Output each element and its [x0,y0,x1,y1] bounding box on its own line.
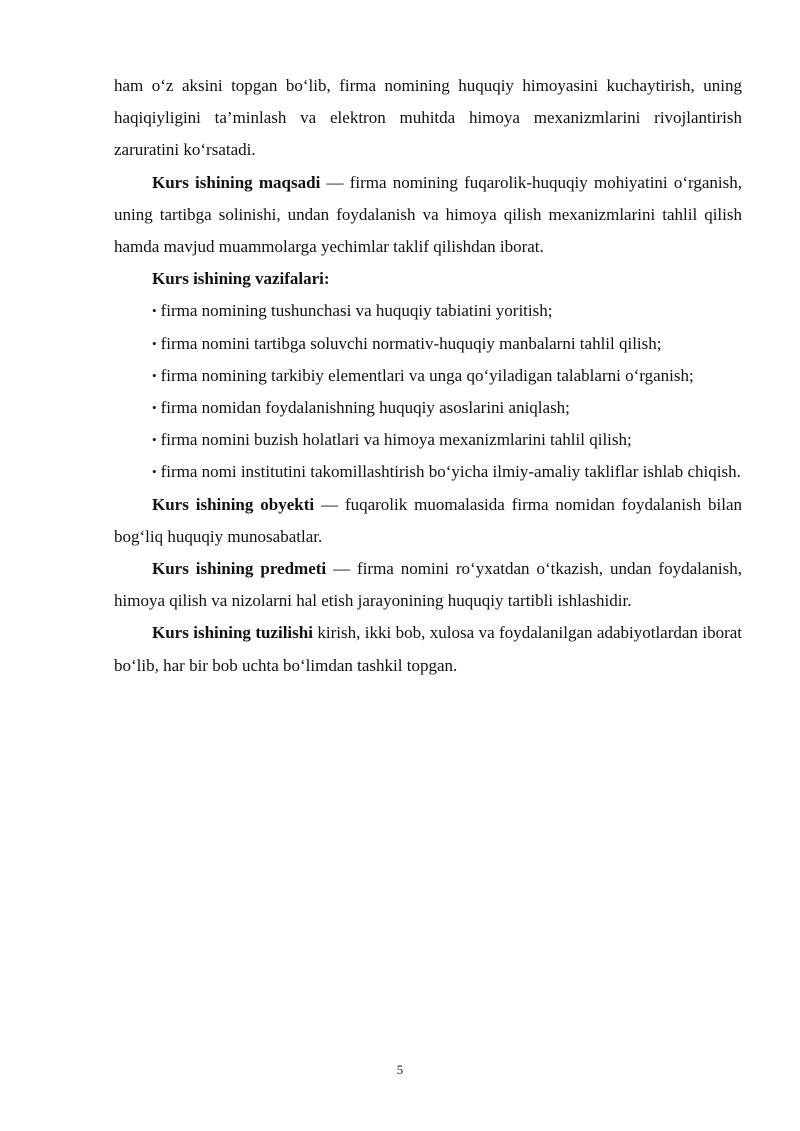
bullet-icon: • [152,464,157,480]
structure-heading: Kurs ishining tuzilishi [152,623,313,643]
task-text: firma nomining tushunchasi va huquqiy tabiatini yoritish; [160,301,553,321]
object-heading: Kurs ishining obyekti [152,494,315,514]
task-item [114,424,742,456]
purpose-paragraph [114,167,742,264]
bullet-icon: • [152,432,157,448]
task-item [114,328,742,360]
object-paragraph [114,489,742,553]
task-text: firma nomini tartibga soluvchi normativ-huquqiy manbalarni tahlil qilish; [160,333,662,353]
purpose-text: — firma nomining fuqarolik-huquqiy mohiyatini o‘rganish, uning tartibga solinishi, undan foydalanish va himoya qilish mexanizmlarini tahlil qilish hamda mavjud muammolarga yechimlar taklif qilishdan iborat. [114,172,742,257]
task-item [114,392,742,424]
document-page [114,70,742,682]
bullet-icon: • [152,400,157,416]
tasks-heading: Kurs ishining vazifalari: [152,269,330,289]
task-text: firma nomini buzish holatlari va himoya mexanizmlarini tahlil qilish; [160,430,632,450]
page-number: 5 [396,1062,404,1077]
task-item [114,295,742,327]
object-text: — fuqarolik muomalasida firma nomidan foydalanish bilan bog‘liq huquqiy munosabatlar. [114,494,743,546]
task-text: firma nomi institutini takomillashtirish bo‘yicha ilmiy-amaliy takliflar ishlab chiqish. [160,462,741,482]
bullet-icon: • [152,303,157,319]
purpose-heading: Kurs ishining maqsadi [152,172,321,192]
task-text: firma nomining tarkibiy elementlari va unga qo‘yiladigan talablarni o‘rganish; [160,365,694,385]
tasks-heading-paragraph [114,263,742,295]
subject-heading: Kurs ishining predmeti [152,559,327,579]
task-text: firma nomidan foydalanishning huquqiy asoslarini aniqlash; [160,398,570,418]
subject-text: — firma nomini ro‘yxatdan o‘tkazish, undan foydalanish, himoya qilish va nizolarni hal etish jarayonining huquqiy tartibli ishlashidir. [114,559,742,611]
bullet-icon: • [152,367,157,383]
structure-text: kirish, ikki bob, xulosa va foydalanilgan adabiyotlardan iborat bo‘lib, har bir bob uchta bo‘limdan tashkil topgan. [114,623,742,675]
subject-paragraph [114,553,742,617]
structure-paragraph [114,617,742,681]
task-item [114,360,742,392]
intro-text: ham o‘z aksini topgan bo‘lib, firma nomining huquqiy himoyasini kuchaytirish, uning haqiqiyligini ta’minlash va elektron muhitda himoya mexanizmlarini rivojlantirish zaruratini ko‘rsatadi. [114,76,742,160]
intro-paragraph [114,70,742,167]
task-item [114,456,742,488]
bullet-icon: • [152,335,157,351]
